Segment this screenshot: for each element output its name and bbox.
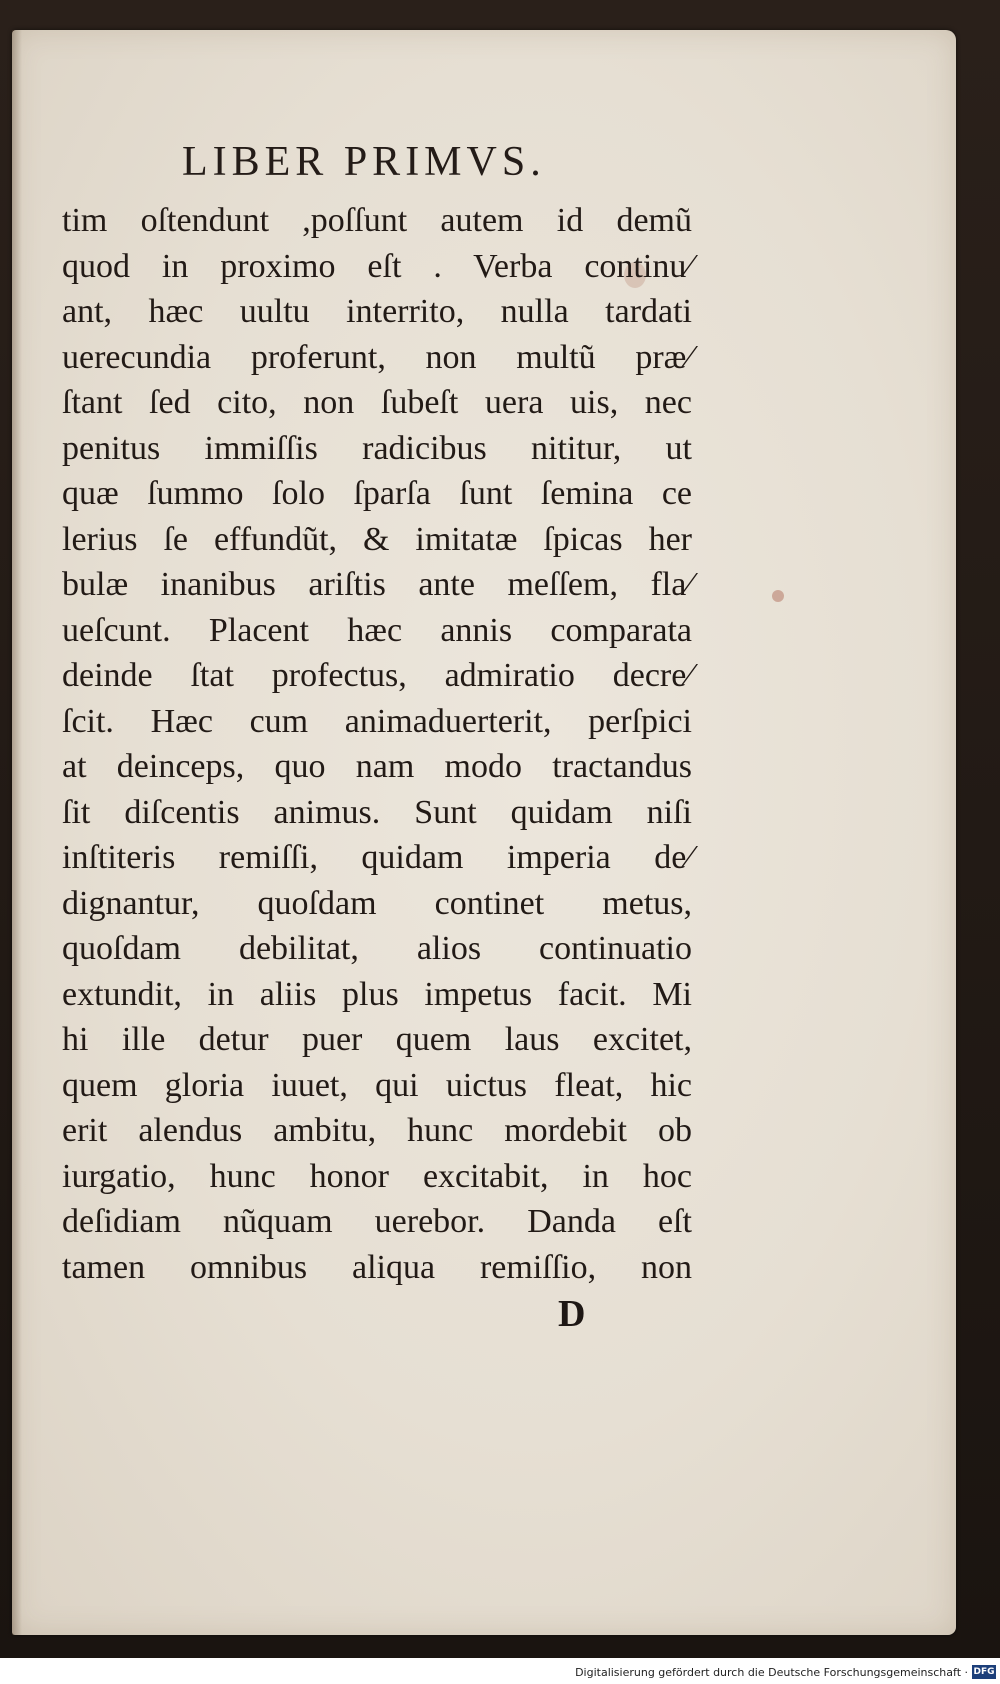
text-line: quem gloria iuuet, qui uictus fleat, hic <box>62 1066 692 1104</box>
text-line: quod in proximo eſt . Verba continu⁄ <box>62 247 692 285</box>
text-line: lerius ſe effundũt, & imitatæ ſpicas her <box>62 520 692 558</box>
text-line: penitus immiſſis radicibus nititur, ut <box>62 429 692 467</box>
funding-credit: Digitalisierung gefördert durch die Deutsche Forschungsgemeinschaft · <box>575 1666 968 1679</box>
text-line: extundit, in aliis plus impetus facit. Mi <box>62 975 692 1013</box>
paper-stain <box>772 590 784 602</box>
running-header: LIBER PRIMVS. <box>182 139 546 185</box>
text-line: dignantur, quoſdam continet metus, <box>62 884 692 922</box>
text-line: iurgatio, hunc honor excitabit, in hoc <box>62 1157 692 1195</box>
text-line: inſtiteris remiſſi, quidam imperia de⁄ <box>62 839 692 876</box>
text-line: deinde ſtat profectus, admiratio decre⁄ <box>62 657 692 694</box>
text-line: bulæ inanibus ariſtis ante meſſem, fla⁄ <box>62 566 692 603</box>
text-line: hi ille detur puer quem laus excitet, <box>62 1021 692 1058</box>
text-line: tamen omnibus aliqua remiſſio, non <box>62 1248 692 1286</box>
signature-mark: D <box>558 1293 586 1335</box>
text-line: ueſcunt. Placent hæc annis comparata <box>62 611 692 649</box>
text-line: uerecundia proferunt, non multũ præ⁄ <box>62 338 692 376</box>
text-line: ſtant ſed cito, non ſubeſt uera uis, nec <box>62 384 692 421</box>
book-page <box>12 30 956 1635</box>
text-line: deſidiam nũquam uerebor. Danda eſt <box>62 1203 692 1240</box>
dfg-logo-icon: DFG <box>973 1667 995 1677</box>
text-line: quoſdam debilitat, alios continuatio <box>62 930 692 967</box>
text-line: ſit diſcentis animus. Sunt quidam niſi <box>62 793 692 831</box>
text-line: ſcit. Hæc cum animaduerterit, perſpici <box>62 702 692 740</box>
text-line: tim oſtendunt ,poſſunt autem id demũ <box>62 202 692 239</box>
text-line: erit alendus ambitu, hunc mordebit ob <box>62 1112 692 1149</box>
text-line: at deinceps, quo nam modo tractandus <box>62 748 692 785</box>
text-line: quæ ſummo ſolo ſparſa ſunt ſemina ce <box>62 475 692 512</box>
digitization-footer <box>0 1658 1000 1684</box>
page-text-block <box>62 198 692 1290</box>
text-line: ant, hæc uultu interrito, nulla tardati <box>62 293 692 330</box>
